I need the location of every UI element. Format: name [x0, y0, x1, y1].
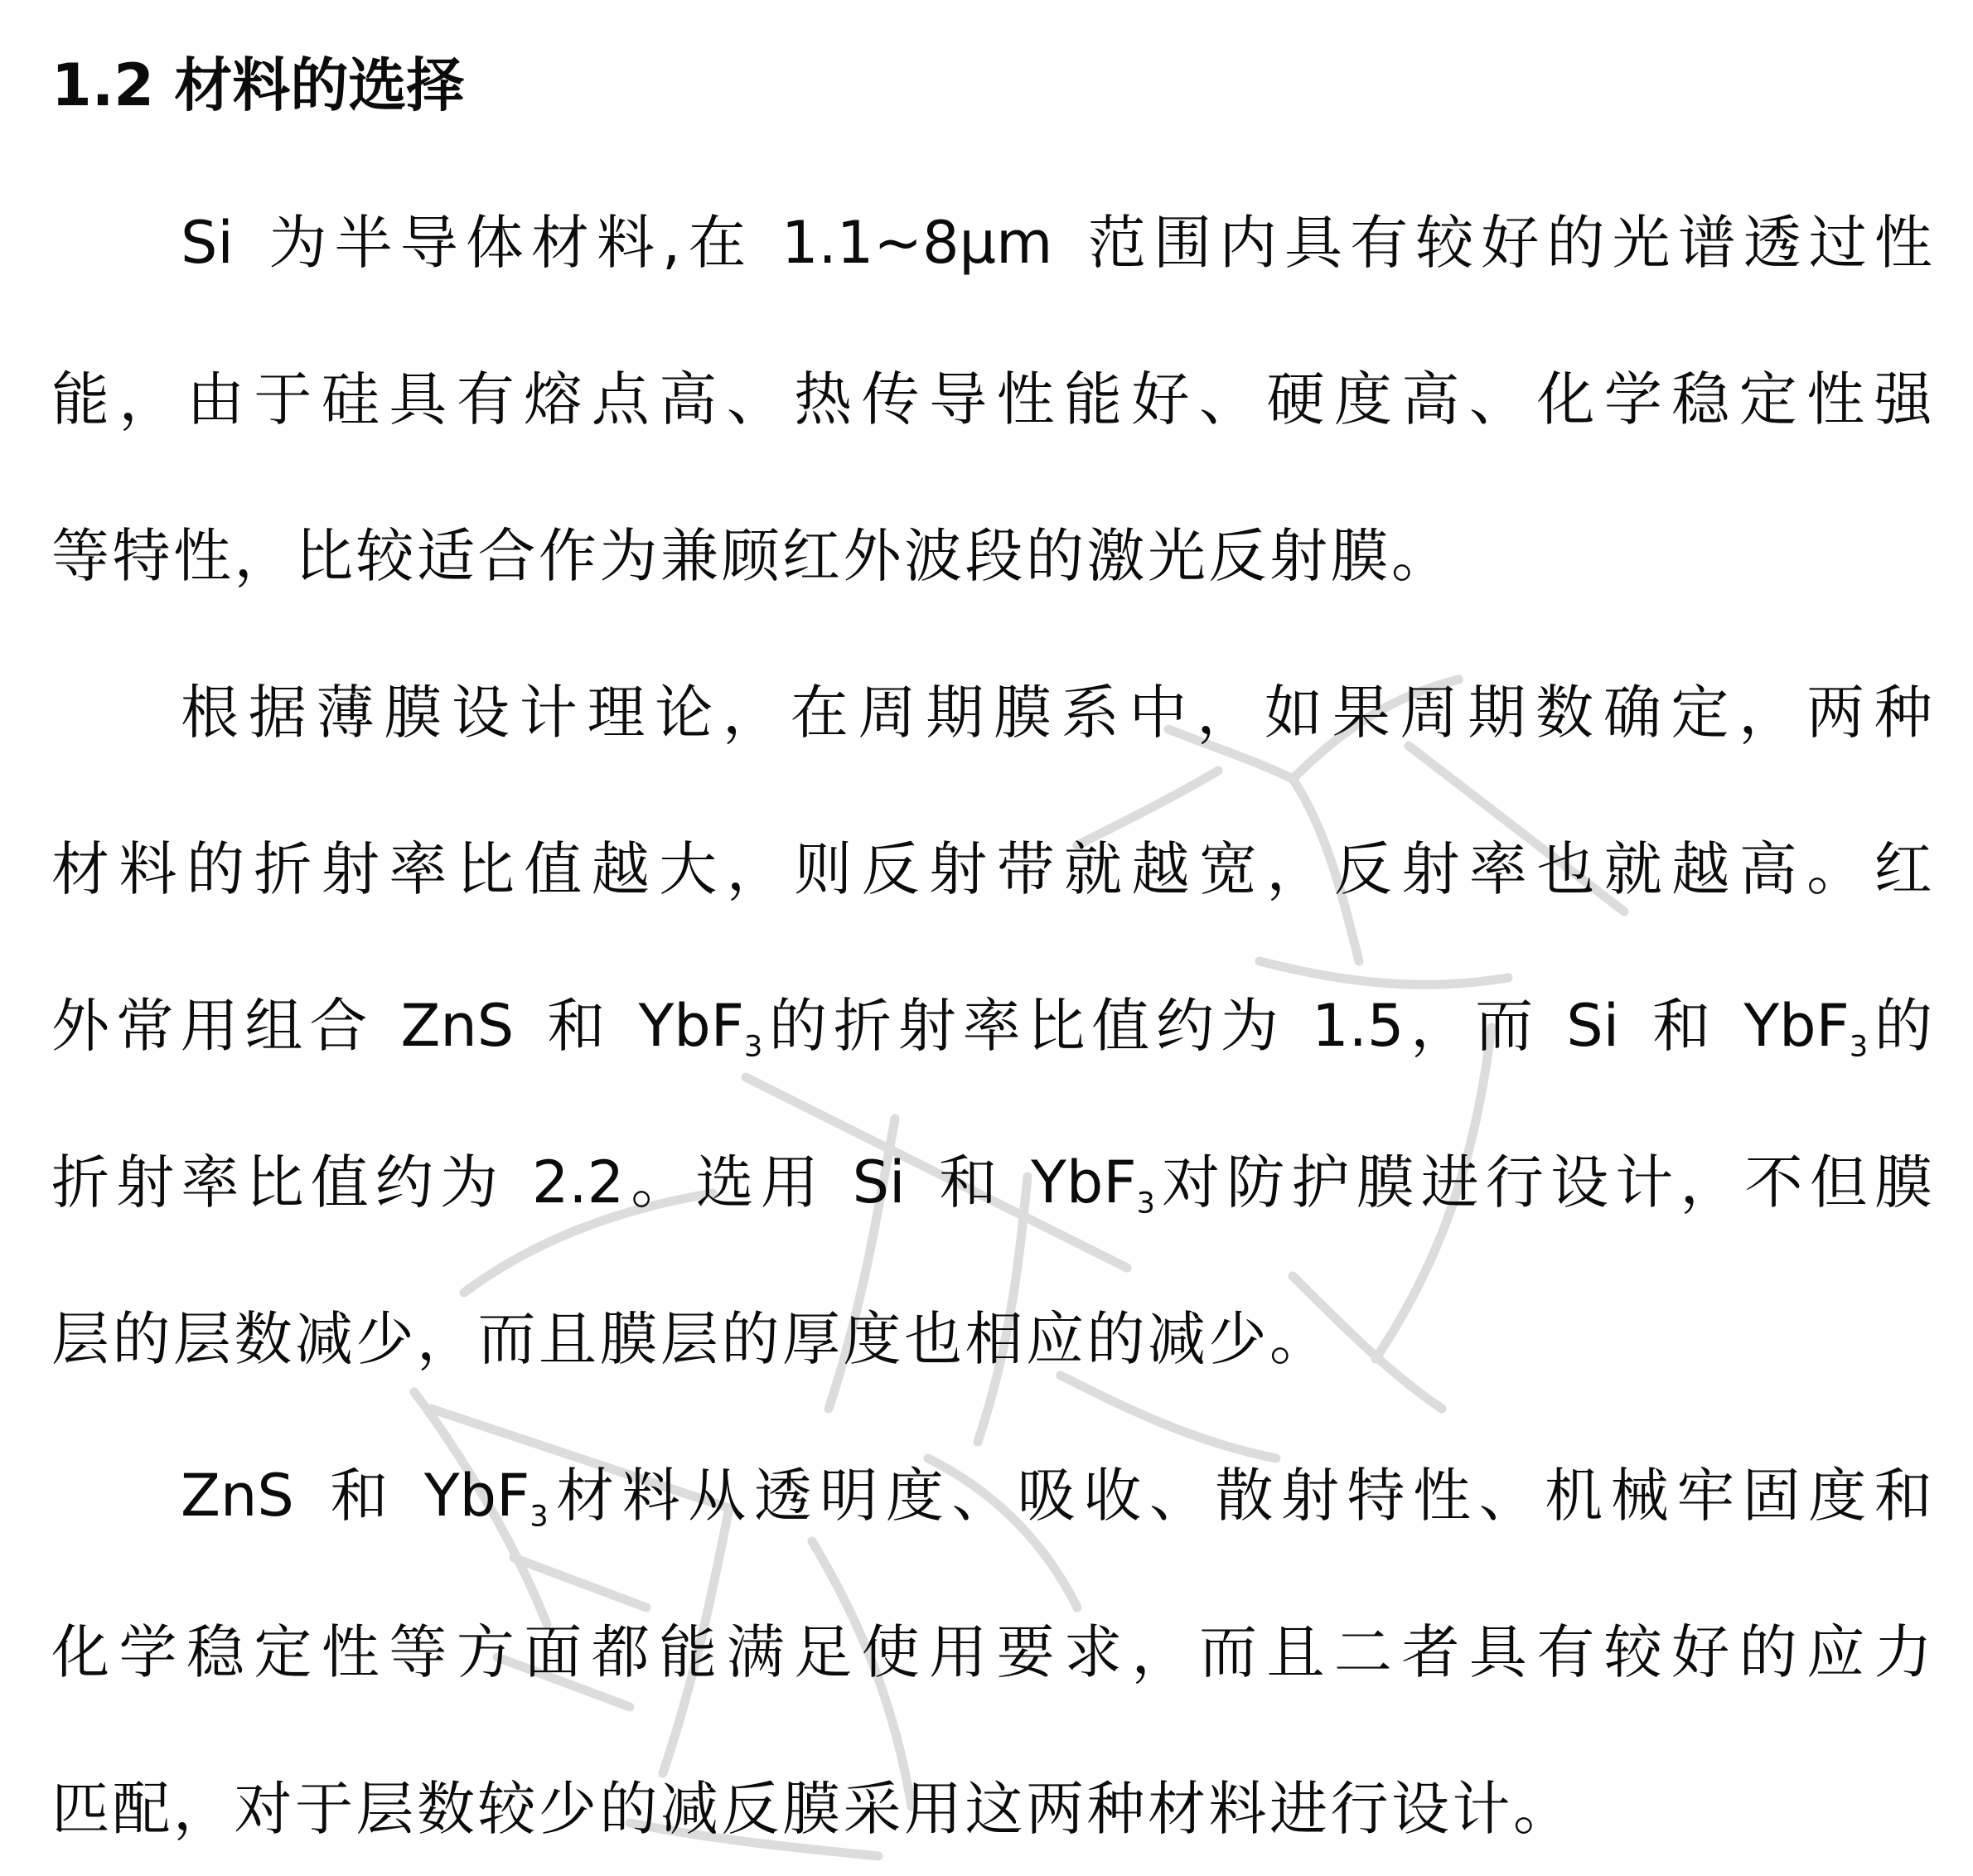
paragraph-3-line-3: 匹 配 ， 对 于 层 数 较 少 的 减 反 膜 采 用 这 两 种 材 料 进 行 设 计 。 — [51, 1775, 1571, 1843]
paragraph-2-line-1: 根 据 薄 膜 设 计 理 论 ， 在 周 期 膜 系 中 ， 如 果 周 期 数 确 定 ， 两 种 — [181, 679, 1932, 747]
paragraph-1-line-2: 能 ， 由 于 硅 具 有 熔 点 高 、 热 传 导 性 能 好 、 硬 度 高 、 化 学 稳 定 性 强 — [51, 365, 1932, 433]
paragraph-3-line-2: 化 学 稳 定 性 等 方 面 都 能 满 足 使 用 要 求 ， 而 且 二 者 具 有 较 好 的 应 力 — [51, 1618, 1932, 1686]
section-heading — [51, 48, 464, 123]
paragraph-1-line-3: 等 特 性 ， 比 较 适 合 作 为 兼 顾 红 外 波 段 的 激 光 反 射 膜 。 — [51, 522, 1449, 590]
paragraph-1-line-1: Si 为 半 导 体 材 料 , 在 1.1~8μm 范 围 内 具 有 较 好 的 光 谱 透 过 性 — [181, 209, 1932, 277]
paragraph-3-line-1: ZnS 和 YbF$_3$ 材 料 从 透 明 度 、 吸 收 、 散 射 特 性 、 机 械 牢 固 度 和 — [181, 1462, 1932, 1534]
paragraph-2-line-2: 材 料 的 折 射 率 比 值 越 大 ， 则 反 射 带 就 越 宽 ， 反 射 率 也 就 越 高 。 红 — [51, 835, 1932, 903]
section-number: 1.2 — [51, 51, 155, 119]
section-title: 材料的选择 — [174, 51, 465, 119]
paragraph-2-line-4: 折 射 率 比 值 约 为 2.2 。 选 用 Si 和 YbF$_3$ 对 防 护 膜 进 行 设 计 ， 不 但 膜 — [51, 1148, 1932, 1221]
paragraph-2-line-3: 外 常 用 组 合 ZnS 和 YbF$_3$ 的 折 射 率 比 值 约 为 1.5 ， 而 Si 和 YbF$_3$ 的 — [51, 992, 1932, 1064]
paragraph-2-line-5: 层 的 层 数 减 少 ， 而 且 膜 层 的 厚 度 也 相 应 的 减 少 。 — [51, 1305, 1327, 1373]
